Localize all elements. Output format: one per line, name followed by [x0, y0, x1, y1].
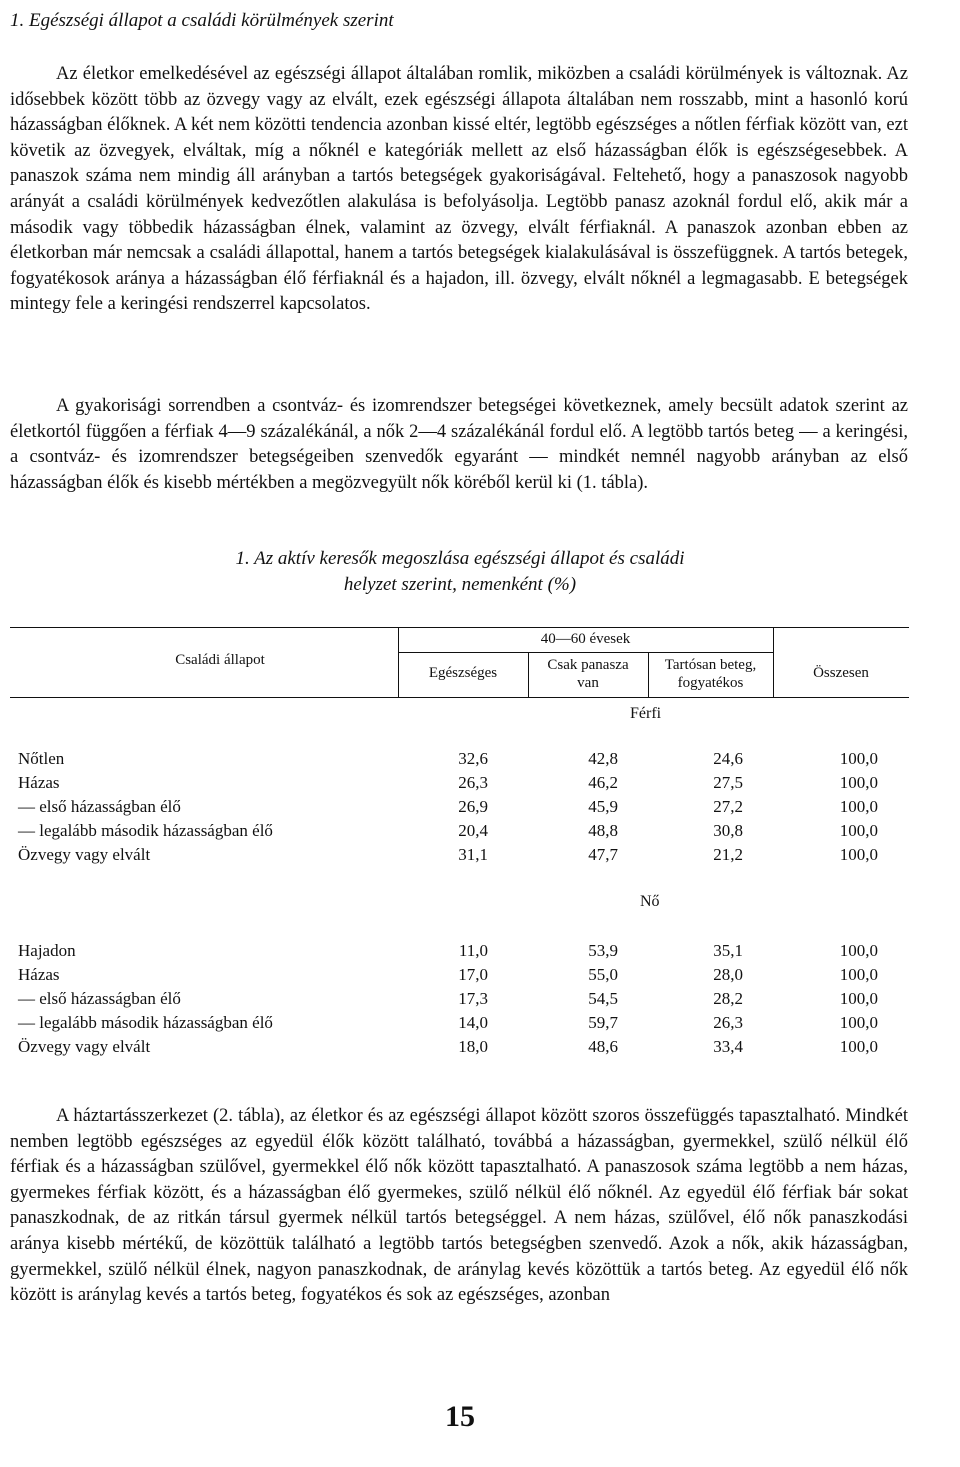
cell-total: 100,0 — [839, 941, 878, 960]
table-row — [10, 989, 909, 1013]
col-header-complaint-line2: van — [577, 675, 599, 691]
cell-complaint: 53,9 — [588, 941, 618, 960]
paragraph-2-text: A gyakorisági sorrendben a csontváz- és izomrendszer betegségei következnek, amely becsült adatok szerint az életkortól függően a férfiak 4—9 százalékánál, a nők 2—4 százalékánál fordul elő. A legtöbb tartós beteg — a keringési, a csontváz- és izomrendszer betegségeiben szenvedők egyaránt — mindkét nemnél nagyobb arányban az első házasságban élők és kisebb mértékben a megözvegyült nők köréből kerül ki (1. tábla). — [10, 396, 908, 493]
table-row — [10, 749, 909, 773]
page-number: 15 — [445, 1400, 475, 1433]
row-label: Özvegy vagy elvált — [18, 1037, 151, 1056]
table-row — [10, 965, 909, 989]
col-header-complaint-line1: Csak panasza — [547, 657, 629, 673]
paragraph-3-text: A háztartásszerkezet (2. tábla), az életkor és az egészségi állapot között szoros összefüggés tapasztalható. Mindkét nemben legtöbb egészséges az egyedül élők között található, továbbá a házasságban, gyermekkel, szülő nélkül élő férfiak és a házasságban szülővel, gyermekkel élő nők között tapasztalható. A panaszosok száma legtöbb a nem házas, gyermekes férfiak között, és a házasságban élő gyermekes, szülő nélkül élő nőknél. Az egyedül élő férfiak bár sokat panaszkodnak, de az ritkán társul gyermek nélkül tartós betegséggel. A nem házas, szülővel, élő nők panaszkodási aránya kisebb mértékű, de közöttük található a legtöbb tartós betegségben szenvedő. Azok a nők, akik házasságban, gyermekkel, szülő nélkül élnek, nagyon panaszkodnak, de aránylag kevés közöttük a tartós beteg. Az egyedül élő nők között is aránylag kevés a tartós beteg, fogyatékos és sok az egészséges, azonban — [10, 1106, 908, 1306]
row-label: Házas — [18, 965, 60, 984]
cell-complaint: 55,0 — [588, 965, 618, 984]
cell-total: 100,0 — [839, 965, 878, 984]
table-caption — [0, 546, 920, 598]
row-label: Nőtlen — [18, 749, 65, 768]
cell-healthy: 32,6 — [458, 749, 488, 768]
age-group-rule — [398, 652, 773, 653]
table-row — [10, 845, 909, 869]
col-header-complaint — [528, 656, 648, 692]
row-label: — első házasságban élő — [18, 989, 181, 1008]
paragraph-2 — [10, 394, 908, 496]
table-row — [10, 821, 909, 845]
cell-chronic: 26,3 — [713, 1013, 743, 1032]
cell-total: 100,0 — [839, 989, 878, 1008]
cell-total: 100,0 — [839, 797, 878, 816]
cell-total: 100,0 — [839, 821, 878, 840]
row-label: Hajadon — [18, 941, 76, 960]
cell-chronic: 30,8 — [713, 821, 743, 840]
cell-healthy: 26,9 — [458, 797, 488, 816]
cell-total: 100,0 — [839, 749, 878, 768]
table-caption-line-2: helyzet szerint, nemenként (%) — [343, 574, 577, 595]
cell-healthy: 11,0 — [458, 941, 488, 960]
table-row — [10, 773, 909, 797]
cell-chronic: 21,2 — [713, 845, 743, 864]
col-header-family-status: Családi állapot — [175, 652, 265, 668]
cell-healthy: 31,1 — [458, 845, 488, 864]
cell-healthy: 20,4 — [458, 821, 488, 840]
paragraph-1-text: Az életkor emelkedésével az egészségi állapot általában romlik, miközben a családi körülmények is változnak. Az idősebbek között több az özvegy vagy az elvált, ezek egészségi állapota általában nem rosszabb, mint a hasonló korú házasságban élőknek. A két nem közötti tendencia azonban kissé eltér, legtöbb egészséges a nőtlen férfiak között van, ezt követik az özvegyek, elváltak, míg a nőknél e kategóriák mellett az első házasságban élők is egészségesebbek. A panaszok száma nem mindig áll arányban a tartós betegségek gyakoriságával. Feltehető, hogy a panaszosok nagyobb arányát a családi körülmények kedvezőtlen alakulása is befolyásolja. Legtöbb panasz azoknál fordul elő, akik már a második vagy többedik házasságban élnek, valamint az özvegy, elvált férfiaknál. A panaszok azonban ebben az életkorban már nemcsak a családi állapottal, hanem a tartós betegségek kialakulásával is összefüggnek. A tartós betegek, fogyatékosok aránya a házasságban élő férfiaknál és a hajadon, ill. özvegy, elvált nőknél a legmagasabb. E betegségek mintegy fele a keringési rendszerrel kapcsolatos. — [10, 64, 908, 315]
row-label: — legalább második házasságban élő — [18, 1013, 273, 1032]
cell-complaint: 45,9 — [588, 797, 618, 816]
cell-total: 100,0 — [839, 773, 878, 792]
cell-healthy: 18,0 — [458, 1037, 488, 1056]
col-header-chronic — [648, 656, 773, 692]
cell-total: 100,0 — [839, 1037, 878, 1056]
cell-chronic: 28,0 — [713, 965, 743, 984]
cell-chronic: 27,2 — [713, 797, 743, 816]
col-header-age-group: 40—60 évesek — [540, 631, 631, 647]
cell-complaint: 47,7 — [588, 845, 618, 864]
paragraph-1 — [10, 62, 908, 318]
cell-complaint: 48,6 — [588, 1037, 618, 1056]
cell-chronic: 33,4 — [713, 1037, 743, 1056]
cell-total: 100,0 — [839, 845, 878, 864]
paragraph-3 — [10, 1104, 908, 1309]
cell-complaint: 42,8 — [588, 749, 618, 768]
cell-chronic: 35,1 — [713, 941, 743, 960]
row-label: Özvegy vagy elvált — [18, 845, 151, 864]
row-label: — legalább második házasságban élő — [18, 821, 273, 840]
cell-complaint: 54,5 — [588, 989, 618, 1008]
section-label-men: Férfi — [630, 705, 662, 722]
row-label: Házas — [18, 773, 60, 792]
col-header-total: Összesen — [813, 665, 869, 681]
table-row — [10, 941, 909, 965]
table-row — [10, 1013, 909, 1037]
cell-chronic: 24,6 — [713, 749, 743, 768]
cell-complaint: 59,7 — [588, 1013, 618, 1032]
cell-total: 100,0 — [839, 1013, 878, 1032]
table-divider — [773, 627, 774, 697]
table-row — [10, 797, 909, 821]
col-header-chronic-line2: fogyatékos — [677, 675, 744, 691]
table-header-bottom-rule — [10, 697, 909, 698]
cell-chronic: 28,2 — [713, 989, 743, 1008]
section-heading: 1. Egészségi állapot a családi körülmények szerint — [10, 10, 394, 31]
cell-healthy: 17,0 — [458, 965, 488, 984]
cell-healthy: 14,0 — [458, 1013, 488, 1032]
cell-complaint: 48,8 — [588, 821, 618, 840]
cell-healthy: 17,3 — [458, 989, 488, 1008]
col-header-healthy: Egészséges — [428, 665, 498, 681]
table-row — [10, 1037, 909, 1061]
row-label: — első házasságban élő — [18, 797, 181, 816]
cell-complaint: 46,2 — [588, 773, 618, 792]
cell-chronic: 27,5 — [713, 773, 743, 792]
section-label-women: Nő — [640, 893, 660, 910]
col-header-chronic-line1: Tartósan beteg, — [664, 657, 757, 673]
table-top-rule — [10, 627, 909, 628]
cell-healthy: 26,3 — [458, 773, 488, 792]
table-caption-line-1: 1. Az aktív keresők megoszlása egészségi állapot és családi — [235, 548, 685, 569]
